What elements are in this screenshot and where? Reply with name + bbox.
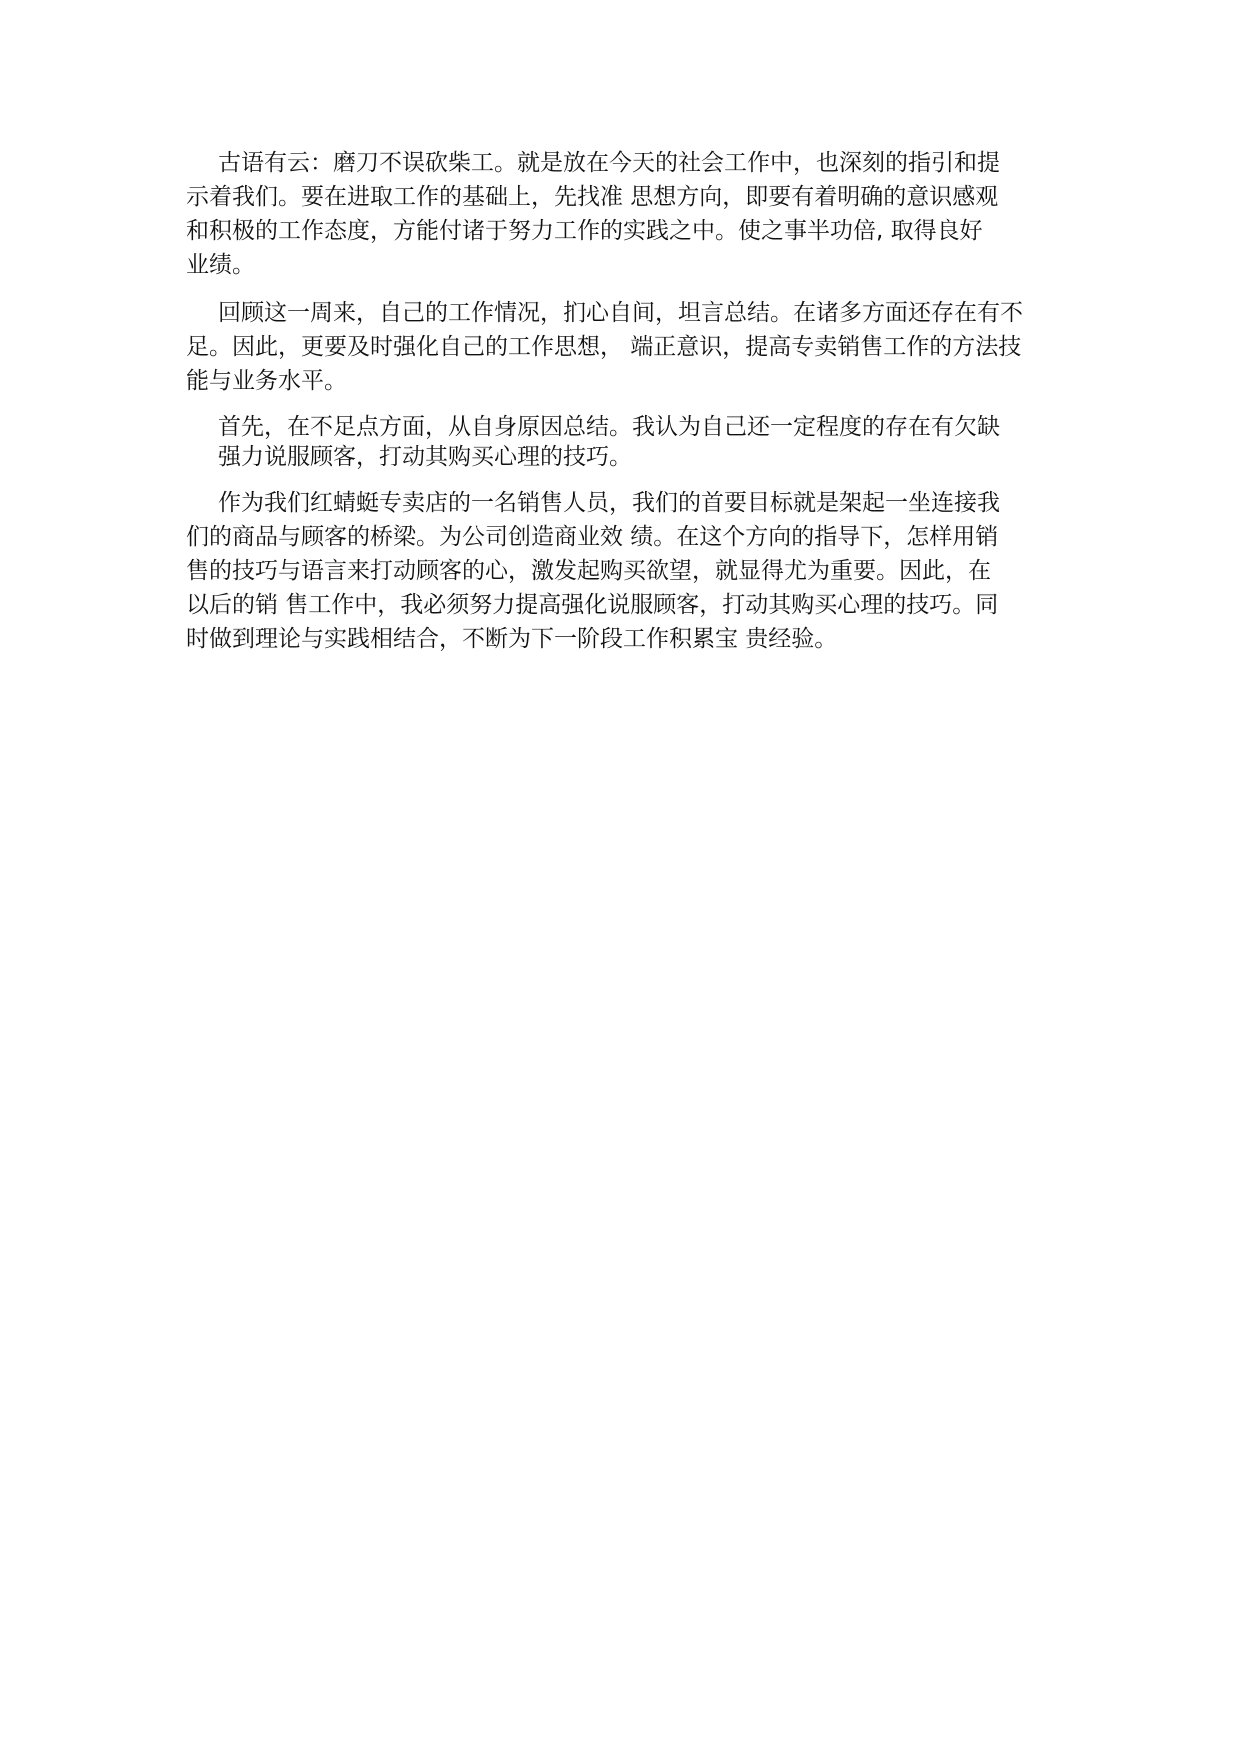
document-body xyxy=(186,146,1066,670)
paragraph-line: 业绩。 xyxy=(186,252,255,278)
paragraph-line: 回顾这一周来，自己的工作情况，扪心自间，坦言总结。在诸多方面还存在有不 xyxy=(218,300,1023,326)
paragraph-line: 们的商品与顾客的桥梁。为公司创造商业效 绩。在这个方向的指导下，怎样用销 xyxy=(186,524,999,550)
paragraph-line: 售的技巧与语言来打动顾客的心，激发起购买欲望，就显得尤为重要。因此，在 xyxy=(186,558,991,584)
paragraph-line: 和积极的工作态度，方能付诸于努力工作的实践之中。使之事半功倍, 取得良好 xyxy=(186,218,983,244)
paragraph-line: 能与业务水平。 xyxy=(186,368,347,394)
paragraph-line: 足。因此，更要及时强化自己的工作思想， 端正意识，提高专卖销售工作的方法技 xyxy=(186,334,1022,360)
paragraph-line: 以后的销 售工作中，我必须努力提高强化说服顾客，打动其购买心理的技巧。同 xyxy=(186,592,999,618)
paragraph-line: 古语有云：磨刀不误砍柴工。就是放在今天的社会工作中，也深刻的指引和提 xyxy=(218,150,1000,176)
paragraph-4 xyxy=(186,486,1066,656)
paragraph-line: 作为我们红蜻蜓专卖店的一名销售人员，我们的首要目标就是架起一坐连接我 xyxy=(218,490,1000,516)
paragraph-3 xyxy=(186,412,1066,472)
paragraph-line: 时做到理论与实践相结合，不断为下一阶段工作积累宝 贵经验。 xyxy=(186,626,838,652)
paragraph-1 xyxy=(186,146,1066,282)
paragraph-line: 首先，在不足点方面，从自身原因总结。我认为自己还一定程度的存在有欠缺 xyxy=(218,414,1000,440)
paragraph-2 xyxy=(186,296,1066,398)
paragraph-line: 示着我们。要在进取工作的基础上，先找准 思想方向，即要有着明确的意识感观 xyxy=(186,184,999,210)
paragraph-line: 强力说服顾客，打动其购买心理的技巧。 xyxy=(218,444,632,470)
